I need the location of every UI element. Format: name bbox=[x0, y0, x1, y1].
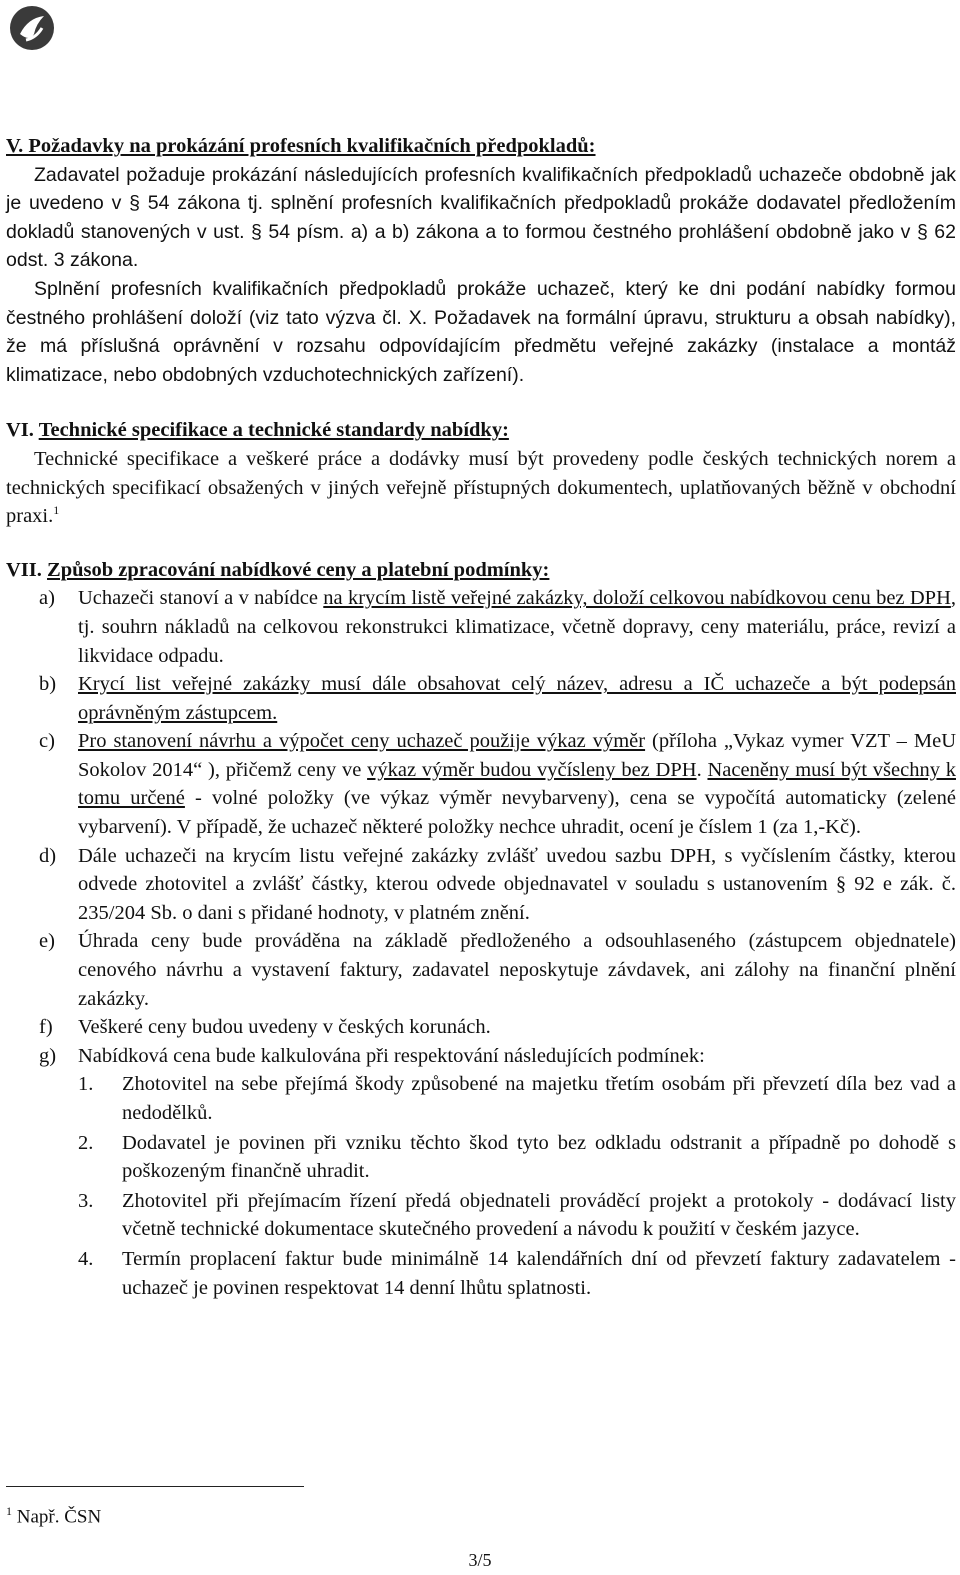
item-c-text-2: . bbox=[696, 758, 708, 781]
sublist-text: Zhotovitel na sebe přejímá škody způsobené na majetku třetím osobám při převzetí díla bez vad a nedodělků. bbox=[122, 1073, 956, 1124]
section-6-number: VI. bbox=[6, 419, 34, 442]
list-marker: g) bbox=[39, 1044, 57, 1067]
section-7-list bbox=[6, 584, 956, 1302]
section-7-heading bbox=[6, 556, 956, 585]
section-5-paragraph-2: Splnění profesních kvalifikačních předpokladů prokáže uchazeč, který ke dni podání nabídky formou čestného prohlášení doloží (viz tato výzva čl. X. Požadavek na formální úpravu, strukturu a obsah nabídky), že má příslušná oprávnění v rozsahu odpovídajícím předmětu veřejné zakázky (instalace a montáž klimatizace, nebo obdobných vzduchotechnických zařízení). bbox=[6, 277, 956, 386]
sublist-item-4 bbox=[78, 1245, 956, 1302]
list-item-d bbox=[6, 842, 956, 928]
item-b-underlined: Krycí list veřejné zakázky musí dále obsahovat celý název, adresu a IČ uchazeče a být podepsán oprávněným zástupcem. bbox=[78, 673, 956, 724]
footnote bbox=[6, 1497, 101, 1532]
item-g-text: Nabídková cena bude kalkulována při respektování následujících podmínek: bbox=[78, 1044, 705, 1067]
list-marker: e) bbox=[39, 930, 55, 953]
section-6-paragraph bbox=[6, 445, 956, 531]
list-item-b bbox=[6, 670, 956, 727]
sublist-marker: 3. bbox=[78, 1189, 94, 1212]
sublist-marker: 2. bbox=[78, 1131, 94, 1154]
list-marker: a) bbox=[39, 587, 55, 610]
sublist-item-1 bbox=[78, 1070, 956, 1127]
list-item-g bbox=[6, 1042, 956, 1302]
section-6-text: Technické specifikace a veškeré práce a dodávky musí být provedeny podle českých technických norem a technických specifikací obsažených v jiných veřejně přístupných dokumentech, uplatňovaných běžně v obchodní praxi. bbox=[6, 447, 956, 528]
list-marker: d) bbox=[39, 844, 57, 867]
item-d-text: Dále uchazeči na krycím listu veřejné zakázky zvlášť uvedou sazbu DPH, s vyčíslením částky, kterou odvede zhotovitel a zvlášť částky, kterou odvede objednavatel v souladu s ustanovením § 92 e zák. č. 235/204 Sb. o dani s přidané hodnoty, v platném znění. bbox=[78, 844, 956, 924]
sublist-text: Dodavatel je povinen při vzniku těchto škod tyto bez odkladu odstranit a případně po dohodě s poškozeným finančně uhradit. bbox=[122, 1131, 956, 1183]
footnote-ref: 1 bbox=[53, 503, 60, 518]
item-g-sublist bbox=[78, 1070, 956, 1302]
document-body bbox=[6, 132, 956, 1302]
sublist-item-3 bbox=[78, 1187, 956, 1244]
logo-emblem-icon bbox=[6, 4, 58, 52]
item-c-text-3: - volné položky (ve výkaz výměr nevybarveny), cena se vypočítá automaticky (zelené vybarvení). V případě, že uchazeč některé položky nechce uhradit, ocení je číslem 1 (za 1,-Kč). bbox=[78, 787, 956, 839]
sublist-text: Termín proplacení faktur bude minimálně 14 kalendářních dní od převzetí faktury zadavatelem - uchazeč je povinen respektovat 14 denní lhůtu splatnosti. bbox=[122, 1247, 956, 1299]
list-marker: b) bbox=[39, 673, 57, 696]
list-marker: f) bbox=[39, 1016, 53, 1039]
item-c-underlined-2: výkaz výměr budou vyčísleny bez DPH bbox=[367, 758, 697, 781]
item-a-underlined: na krycím listě veřejné zakázky, doloží celkovou nabídkovou cenu bez DPH bbox=[323, 587, 951, 610]
item-e-text: Úhrada ceny bude prováděna na základě předloženého a odsouhlaseného (zástupcem objednatele) cenového návrhu a vystavení faktury, zadavatel neposkytuje závdavek, ani zálohy na finanční plnění zakázky. bbox=[78, 930, 956, 1010]
section-5-heading: V. Požadavky na prokázání profesních kvalifikačních předpokladů: bbox=[6, 135, 596, 157]
page-number: 3/5 bbox=[468, 1550, 492, 1570]
section-7-title: Způsob zpracování nabídkové ceny a platební podmínky: bbox=[47, 558, 550, 581]
list-item-e bbox=[6, 927, 956, 1013]
list-item-a bbox=[6, 584, 956, 670]
sublist-text: Zhotovitel při přejímacím řízení předá objednateli prováděcí projekt a protokoly - dodávací listy včetně technické dokumentace skutečného provedení a návodu k použití v českém jazyce. bbox=[122, 1189, 956, 1241]
item-a-text-2: , tj. souhrn nákladů na celkovou rekonstrukci klimatizace, včetně dopravy, ceny materiálu, práce, revizí a likvidace odpadu. bbox=[78, 587, 957, 667]
footnote-divider bbox=[6, 1486, 304, 1487]
section-5-paragraph-1: Zadavatel požaduje prokázání následujících profesních kvalifikačních předpokladů uchazeče obdobně jak je uvedeno v § 54 zákona tj. splnění profesních kvalifikačních předpokladů prokáže dodavatel předložením dokladů stanovených v ust. § 54 písm. a) a b) zákona a to formou čestného prohlášení obdobně jako v § 62 odst. 3 zákona. bbox=[6, 163, 956, 272]
section-6-title: Technické specifikace a technické standardy nabídky: bbox=[38, 419, 509, 442]
footnote-number: 1 bbox=[6, 1504, 12, 1518]
sublist-marker: 1. bbox=[78, 1073, 94, 1096]
item-c-text-1: (příloha „Vykaz vymer VZT – MeU Sokolov 2014“ ), přičemž ceny ve bbox=[78, 730, 956, 781]
section-6-heading bbox=[6, 416, 956, 445]
list-marker: c) bbox=[39, 730, 55, 753]
footnote-text: Např. ČSN bbox=[16, 1506, 102, 1528]
list-item-c bbox=[6, 727, 956, 841]
item-c-underlined-1: Pro stanovení návrhu a výpočet ceny uchazeč použije výkaz výměr bbox=[78, 730, 646, 753]
item-c-underlined-3: Naceněny musí být všechny k tomu určené bbox=[78, 758, 956, 810]
sublist-marker: 4. bbox=[78, 1247, 94, 1270]
section-7-number: VII. bbox=[6, 558, 42, 581]
item-a-text-1: Uchazeči stanoví a v nabídce bbox=[78, 587, 324, 610]
list-item-f bbox=[6, 1013, 956, 1042]
item-f-text: Veškeré ceny budou uvedeny v českých korunách. bbox=[78, 1016, 491, 1039]
sublist-item-2 bbox=[78, 1129, 956, 1186]
